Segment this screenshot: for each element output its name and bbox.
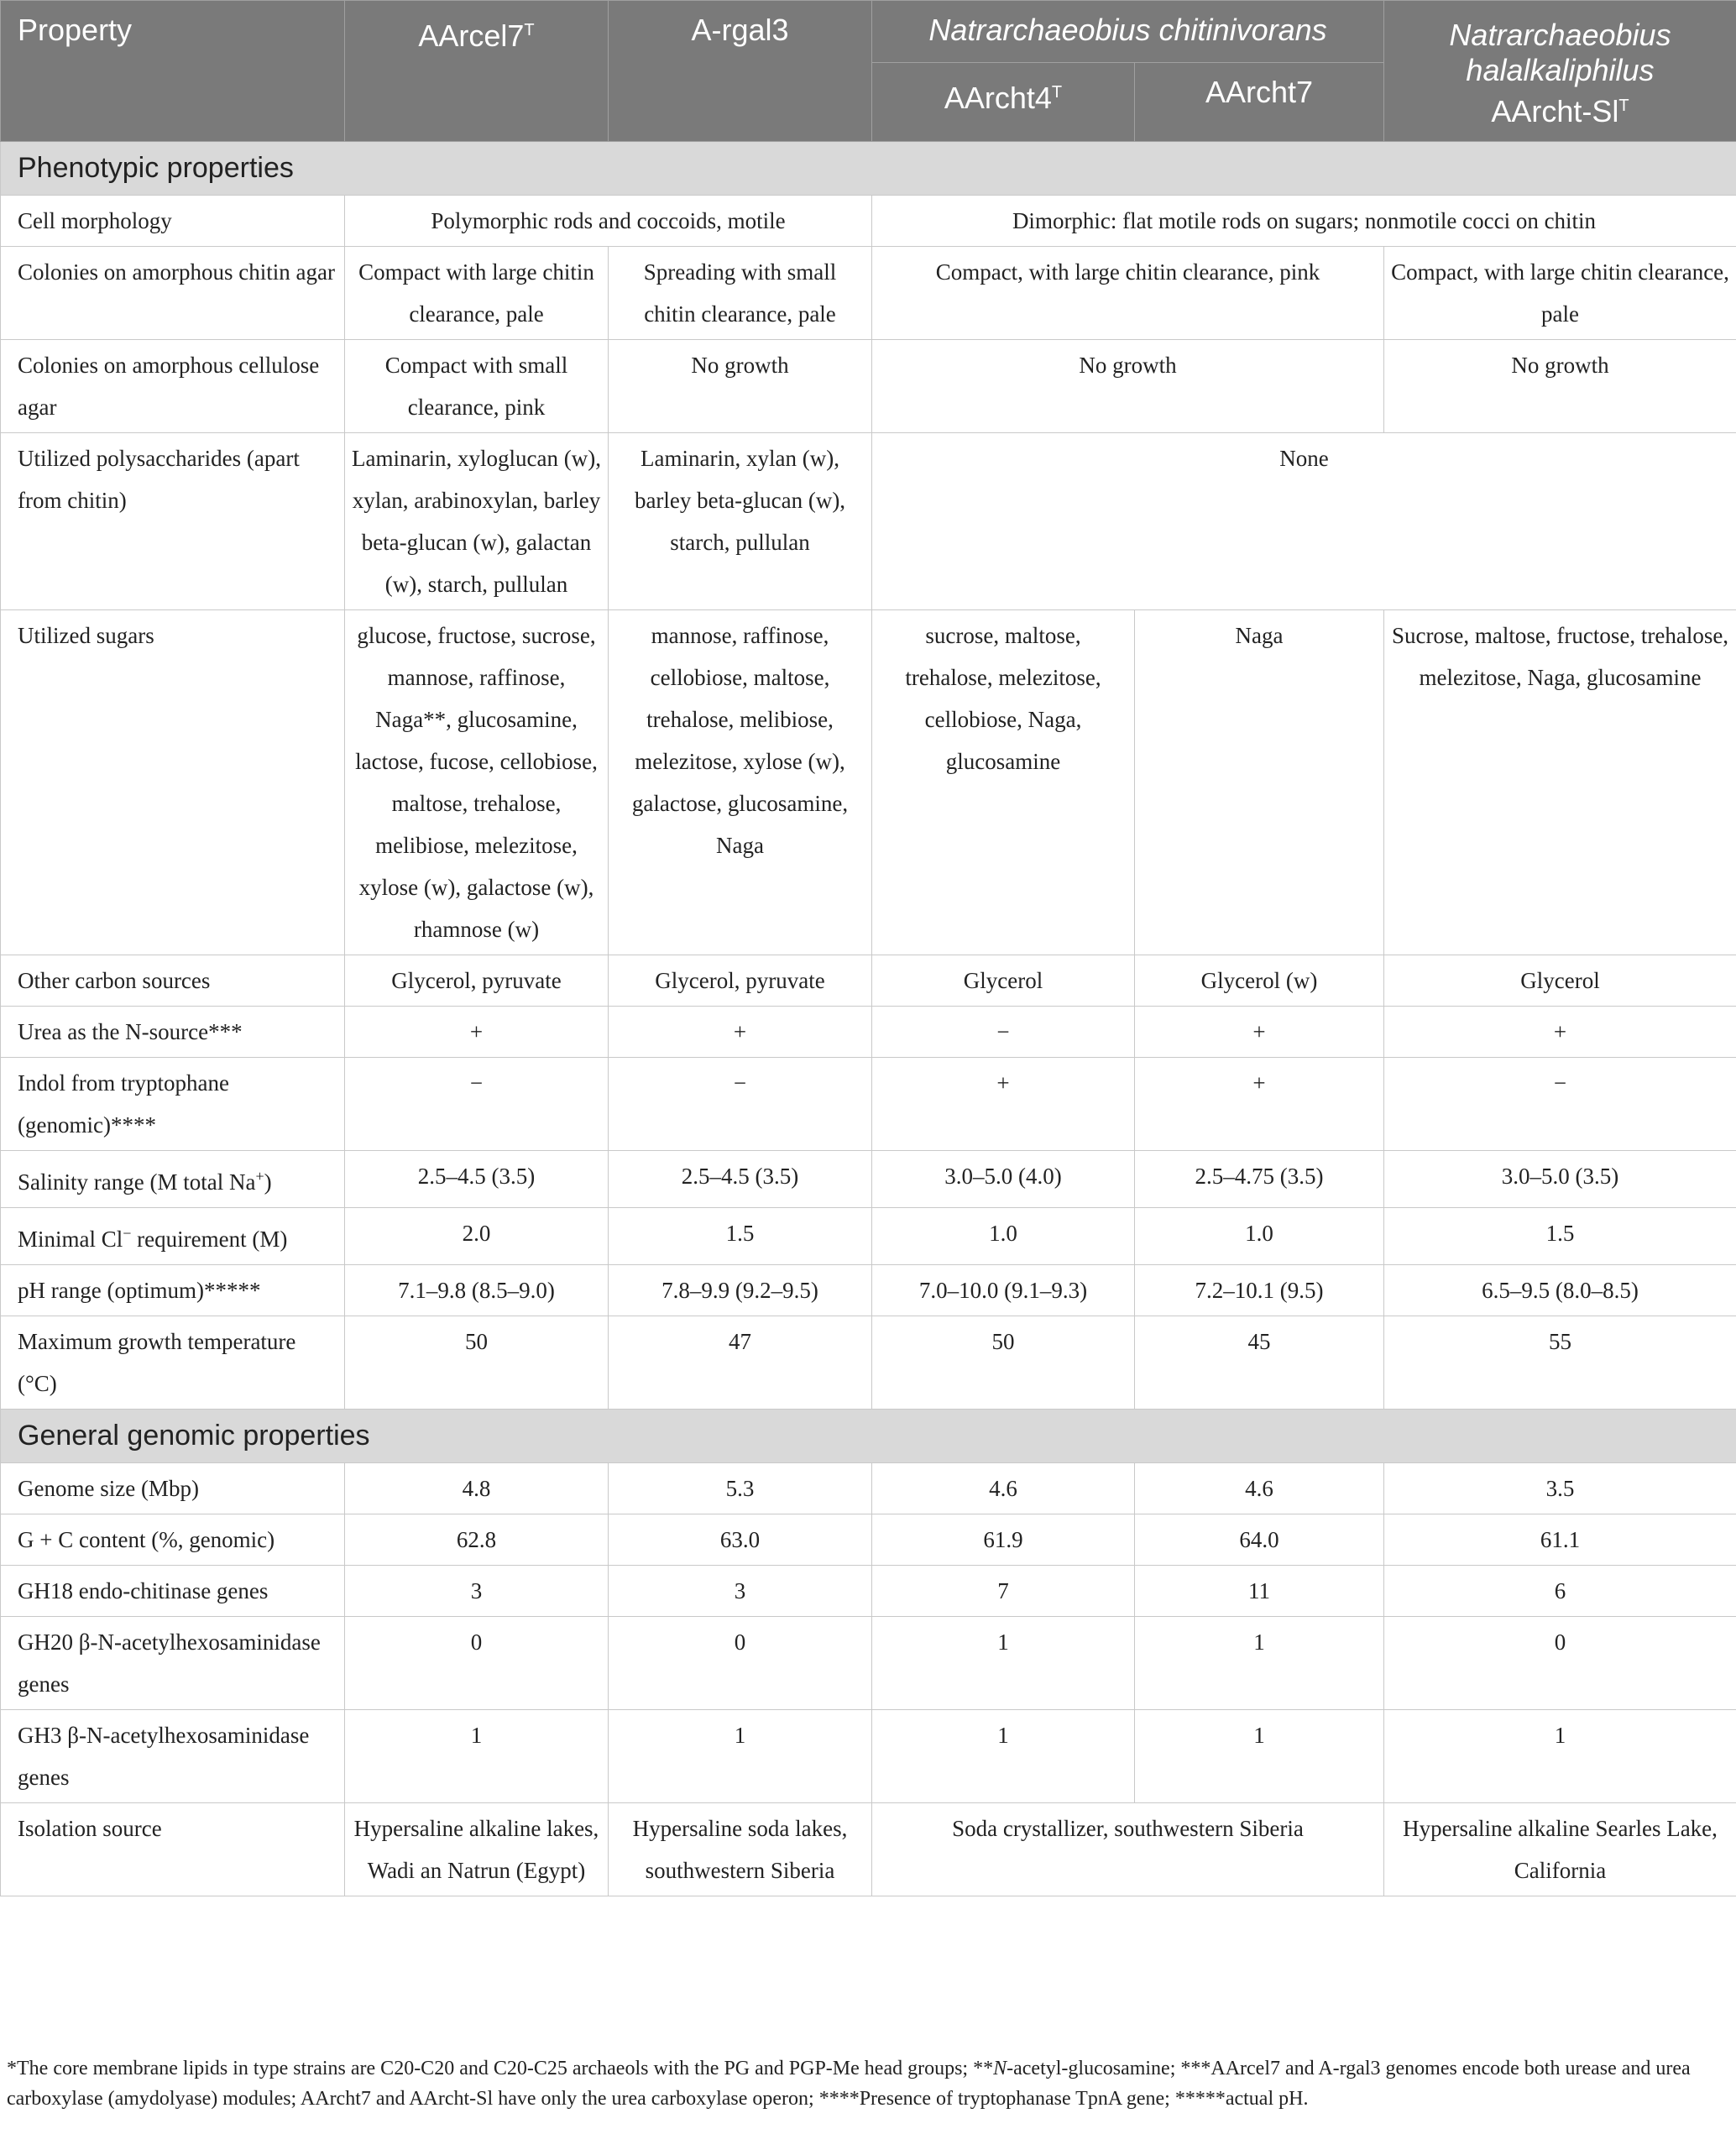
table-row: [1, 955, 1736, 1007]
cell-value: 5.3: [609, 1463, 872, 1514]
row-label: GH18 endo-chitinase genes: [1, 1566, 345, 1617]
cell-value: 50: [872, 1316, 1135, 1410]
cell-value: None: [872, 433, 1736, 610]
table-row: [1, 247, 1736, 340]
row-label: Indol from tryptophane (genomic)****: [1, 1058, 345, 1151]
row-label: Colonies on amorphous cellulose agar: [1, 340, 345, 433]
cell-value: No growth: [872, 340, 1384, 433]
cell-value: Glycerol, pyruvate: [345, 955, 609, 1007]
row-label: GH3 β-N-acetylhexosaminidase genes: [1, 1710, 345, 1803]
table-row: [1, 1316, 1736, 1410]
cell-value: 4.6: [1135, 1463, 1384, 1514]
cell-value: Hypersaline alkaline Searles Lake, California: [1384, 1803, 1736, 1896]
cell-value: 7.0–10.0 (9.1–9.3): [872, 1265, 1135, 1316]
table-row: [1, 340, 1736, 433]
row-label: Maximum growth temperature (°C): [1, 1316, 345, 1410]
cell-value: −: [872, 1007, 1135, 1058]
cell-value: Dimorphic: flat motile rods on sugars; nonmotile cocci on chitin: [872, 196, 1736, 247]
cell-value: 7.1–9.8 (8.5–9.0): [345, 1265, 609, 1316]
row-label: G + C content (%, genomic): [1, 1514, 345, 1566]
cell-value: 0: [1384, 1617, 1736, 1710]
cell-value: 0: [609, 1617, 872, 1710]
cell-value: Naga: [1135, 610, 1384, 955]
cell-value: −: [609, 1058, 872, 1151]
cell-value: 0: [345, 1617, 609, 1710]
row-label: Urea as the N-source***: [1, 1007, 345, 1058]
cell-value: Compact, with large chitin clearance, pale: [1384, 247, 1736, 340]
cell-value: No growth: [1384, 340, 1736, 433]
cell-value: Hypersaline alkaline lakes, Wadi an Natrun (Egypt): [345, 1803, 609, 1896]
cell-value: 2.5–4.5 (3.5): [345, 1151, 609, 1208]
cell-value: 4.8: [345, 1463, 609, 1514]
cell-value: 64.0: [1135, 1514, 1384, 1566]
cell-value: 47: [609, 1316, 872, 1410]
header-property: Property: [1, 1, 345, 142]
table-row: [1, 196, 1736, 247]
row-label: Other carbon sources: [1, 955, 345, 1007]
table-row: [1, 1566, 1736, 1617]
cell-value: Compact with small clearance, pink: [345, 340, 609, 433]
cell-value: Polymorphic rods and coccoids, motile: [345, 196, 872, 247]
header-a-rgal3: A-rgal3: [609, 1, 872, 142]
header-aarcel7: $AArcel7^T$: [345, 1, 609, 142]
cell-value: 3: [609, 1566, 872, 1617]
section-phenotypic: Phenotypic properties: [1, 142, 1736, 196]
table-row: [1, 1514, 1736, 1566]
cell-value: 50: [345, 1316, 609, 1410]
cell-value: 7: [872, 1566, 1135, 1617]
cell-value: +: [345, 1007, 609, 1058]
row-label: Colonies on amorphous chitin agar: [1, 247, 345, 340]
section-row: [1, 1410, 1736, 1463]
cell-value: +: [1135, 1058, 1384, 1151]
section-genomic: General genomic properties: [1, 1410, 1736, 1463]
cell-value: +: [1384, 1007, 1736, 1058]
cell-value: 7.2–10.1 (9.5): [1135, 1265, 1384, 1316]
header-natrarchaeobius-halalkaliphilus: Natrarchaeobius halalkaliphilus AArcht-$Sl^T$: [1384, 1, 1736, 142]
cell-value: 3: [345, 1566, 609, 1617]
cell-value: Glycerol, pyruvate: [609, 955, 872, 1007]
cell-value: Laminarin, xylan (w), barley beta-glucan (w), starch, pullulan: [609, 433, 872, 610]
cell-value: glucose, fructose, sucrose, mannose, raffinose, Naga**, glucosamine, lactose, fucose, cellobiose, maltose, trehalose, melibiose, melezitose, xylose (w), galactose (w), rhamnose (w): [345, 610, 609, 955]
cell-value: 63.0: [609, 1514, 872, 1566]
cell-value: 1.5: [609, 1208, 872, 1265]
cell-value: 1.0: [872, 1208, 1135, 1265]
cell-value: 45: [1135, 1316, 1384, 1410]
table-row: [1, 1803, 1736, 1896]
cell-value: 1.0: [1135, 1208, 1384, 1265]
table-row: [1, 1265, 1736, 1316]
cell-value: 1: [872, 1617, 1135, 1710]
cell-value: 1: [609, 1710, 872, 1803]
cell-value: 3.5: [1384, 1463, 1736, 1514]
table-row: [1, 1151, 1736, 1208]
cell-value: Compact, with large chitin clearance, pink: [872, 247, 1384, 340]
cell-value: Glycerol (w): [1135, 955, 1384, 1007]
cell-value: sucrose, maltose, trehalose, melezitose, cellobiose, Naga, glucosamine: [872, 610, 1135, 955]
row-label: Utilized polysaccharides (apart from chitin): [1, 433, 345, 610]
table-footnote: *The core membrane lipids in type strains are C20-C20 and C20-C25 archaeols with the PG and PGP-Me head groups; **N-acetyl-glucosamine; ***AArcel7 and A-rgal3 genomes encode both urease and urea carboxylase (amydolyase) modules; AArcht7 and AArcht-Sl have only the urea carboxylase operon; ****Presence of tryptophanase TpnA gene; *****actual pH.: [7, 2058, 1691, 2110]
row-label: GH20 β-N-acetylhexosaminidase genes: [1, 1617, 345, 1710]
table-row: [1, 433, 1736, 610]
cell-value: 2.5–4.5 (3.5): [609, 1151, 872, 1208]
header-aarcht4: $AArcht4^T$: [872, 63, 1135, 142]
cell-value: Glycerol: [1384, 955, 1736, 1007]
cell-value: Hypersaline soda lakes, southwestern Siberia: [609, 1803, 872, 1896]
cell-value: 1.5: [1384, 1208, 1736, 1265]
row-label: Utilized sugars: [1, 610, 345, 955]
cell-value: −: [345, 1058, 609, 1151]
table-row: [1, 1058, 1736, 1151]
row-label: pH range (optimum)*****: [1, 1265, 345, 1316]
section-row: [1, 142, 1736, 196]
cell-value: Spreading with small chitin clearance, pale: [609, 247, 872, 340]
table-row: [1, 1463, 1736, 1514]
cell-value: 6.5–9.5 (8.0–8.5): [1384, 1265, 1736, 1316]
table-row: [1, 1208, 1736, 1265]
cell-value: mannose, raffinose, cellobiose, maltose, trehalose, melibiose, melezitose, xylose (w), galactose, glucosamine, Naga: [609, 610, 872, 955]
cell-value: 6: [1384, 1566, 1736, 1617]
cell-value: +: [872, 1058, 1135, 1151]
header-aarcht7: AArcht7: [1135, 63, 1384, 142]
cell-value: 62.8: [345, 1514, 609, 1566]
cell-value: 1: [872, 1710, 1135, 1803]
cell-value: 3.0–5.0 (3.5): [1384, 1151, 1736, 1208]
row-label: Salinity range (M total Na+): [1, 1151, 345, 1208]
cell-value: No growth: [609, 340, 872, 433]
header-group-natrarchaeobius-chitinivorans: Natrarchaeobius chitinivorans: [872, 1, 1384, 63]
cell-value: 1: [1135, 1710, 1384, 1803]
row-label: Isolation source: [1, 1803, 345, 1896]
cell-value: +: [609, 1007, 872, 1058]
row-label: Genome size (Mbp): [1, 1463, 345, 1514]
cell-value: 1: [1135, 1617, 1384, 1710]
cell-value: 1: [1384, 1710, 1736, 1803]
cell-value: 4.6: [872, 1463, 1135, 1514]
cell-value: −: [1384, 1058, 1736, 1151]
cell-value: 61.9: [872, 1514, 1135, 1566]
row-label: Cell morphology: [1, 196, 345, 247]
table-body: [1, 142, 1736, 1896]
cell-value: 55: [1384, 1316, 1736, 1410]
cell-value: 3.0–5.0 (4.0): [872, 1151, 1135, 1208]
cell-value: Compact with large chitin clearance, pale: [345, 247, 609, 340]
table-row: [1, 1007, 1736, 1058]
table-header: [1, 1, 1736, 142]
row-label: Minimal Cl− requirement (M): [1, 1208, 345, 1265]
cell-value: 2.0: [345, 1208, 609, 1265]
cell-value: Glycerol: [872, 955, 1135, 1007]
cell-value: +: [1135, 1007, 1384, 1058]
cell-value: Laminarin, xyloglucan (w), xylan, arabinoxylan, barley beta-glucan (w), galactan (w), starch, pullulan: [345, 433, 609, 610]
cell-value: Sucrose, maltose, fructose, trehalose, melezitose, Naga, glucosamine: [1384, 610, 1736, 955]
cell-value: 11: [1135, 1566, 1384, 1617]
cell-value: 2.5–4.75 (3.5): [1135, 1151, 1384, 1208]
table-row: [1, 1710, 1736, 1803]
table-row: [1, 1617, 1736, 1710]
cell-value: 1: [345, 1710, 609, 1803]
table-row: [1, 610, 1736, 955]
cell-value: Soda crystallizer, southwestern Siberia: [872, 1803, 1384, 1896]
cell-value: 61.1: [1384, 1514, 1736, 1566]
cell-value: 7.8–9.9 (9.2–9.5): [609, 1265, 872, 1316]
